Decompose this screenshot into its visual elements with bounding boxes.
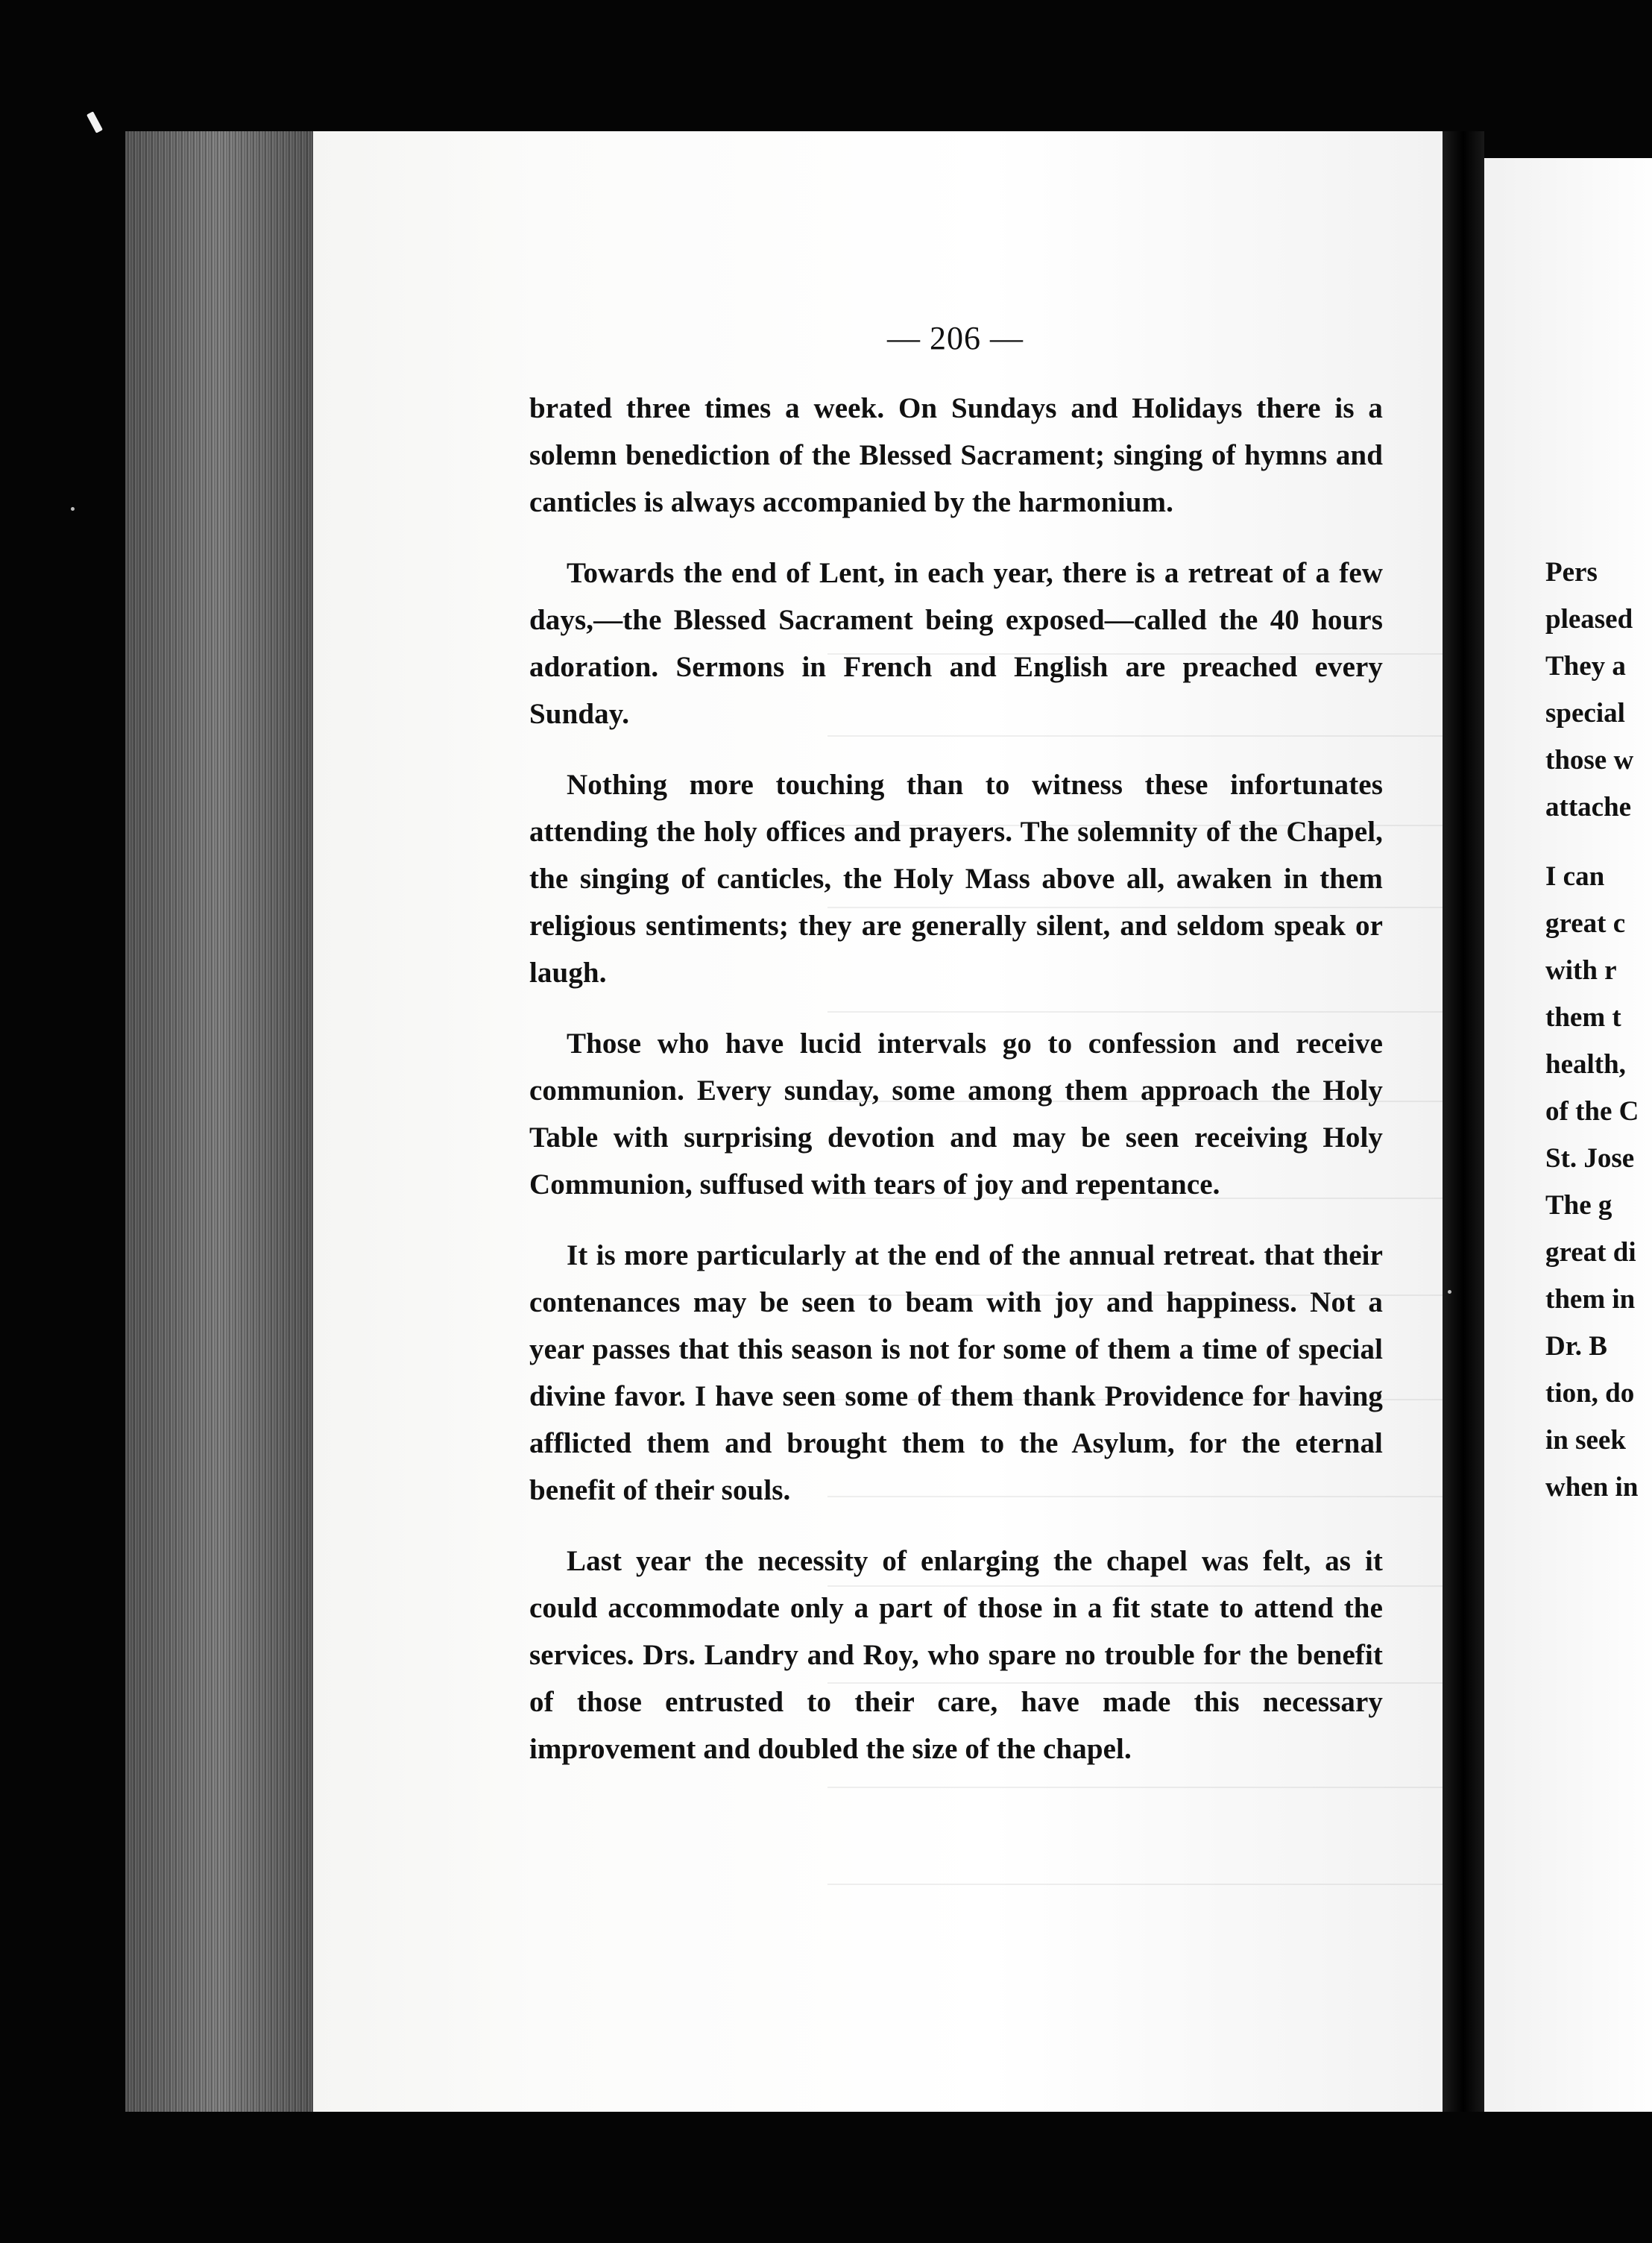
paragraph: brated three times a week. On Sundays and Holidays there is a solemn benediction of the Blessed Sacrament; singing of hymns and canticles is always accompanied by the harmonium.	[529, 392, 1383, 518]
adjacent-line: They a	[1545, 651, 1626, 682]
adjacent-line: Dr. B	[1545, 1331, 1607, 1362]
adjacent-line: The g	[1545, 1190, 1612, 1221]
adjacent-page	[1484, 158, 1652, 2112]
dust-speck	[71, 507, 75, 511]
adjacent-line: attache	[1545, 792, 1632, 822]
adjacent-line: with r	[1545, 955, 1617, 986]
adjacent-line: in seek	[1545, 1425, 1626, 1456]
book-edge	[125, 131, 313, 2112]
adjacent-line: pleased	[1545, 604, 1633, 635]
adjacent-line: great di	[1545, 1237, 1636, 1268]
paragraph: Those who have lucid intervals go to confession and receive communion. Every sunday, some among them approach the Holy Table with surprising devotion and may be seen receiving Holy Communion, suffused with tears of joy and repentance.	[529, 1028, 1383, 1201]
adjacent-line: special	[1545, 698, 1625, 729]
paragraph: Towards the end of Lent, in each year, there is a retreat of a few days,—the Blessed Sacrament being exposed—called the 40 hours adoration. Sermons in French and English are preached every Sunday.	[529, 557, 1383, 730]
adjacent-line: I can	[1545, 861, 1605, 892]
adjacent-line: them in	[1545, 1284, 1636, 1315]
paragraph: Nothing more touching than to witness these infortunates attending the holy offices and prayers. The solemnity of the Chapel, the singing of canticles, the Holy Mass above all, awaken in them religious sentiments; they are generally silent, and seldom speak or laugh.	[529, 769, 1383, 989]
adjacent-line: Pers	[1545, 557, 1598, 588]
adjacent-line: health,	[1545, 1049, 1626, 1080]
adjacent-page-text	[1545, 549, 1639, 1511]
paragraph: It is more particularly at the end of the annual retreat. that their contenances may be seen to beam with joy and happiness. Not a year passes that this season is not for some of them a time of special divine favor. I have seen some of them thank Providence for having afflicted them and brought them to the Asylum, for the eternal benefit of their souls.	[529, 1239, 1383, 1506]
adjacent-line: when in	[1545, 1472, 1639, 1503]
adjacent-line: St. Jose	[1545, 1143, 1635, 1174]
paragraph: Last year the necessity of enlarging the chapel was felt, as it could accommodate only a part of those in a fit state to attend the services. Drs. Landry and Roy, who spare no trouble for the benefit of those entrusted to their care, have made this necessary improvement and doubled the size of the chapel.	[529, 1545, 1383, 1765]
book-gutter	[1443, 131, 1484, 2112]
scan-mark	[86, 111, 103, 133]
adjacent-line: of the C	[1545, 1096, 1639, 1127]
page-text	[529, 385, 1383, 1796]
adjacent-line: tion, do	[1545, 1378, 1635, 1409]
dust-speck	[1448, 1290, 1451, 1294]
adjacent-line: them t	[1545, 1002, 1621, 1033]
adjacent-line: those w	[1545, 745, 1634, 776]
page-number: — 206 —	[887, 320, 1024, 356]
adjacent-line: great c	[1545, 908, 1626, 939]
